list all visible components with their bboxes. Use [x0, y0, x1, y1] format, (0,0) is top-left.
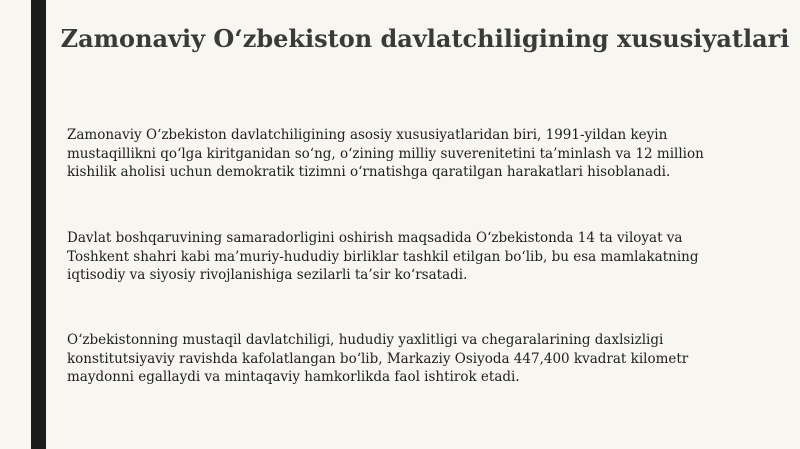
paragraph-1-line-3: kishilik aholisi uchun demokratik tizimni o‘rnatishga qaratilgan harakatlari hisoblanadi.: [67, 164, 671, 180]
paragraph-3: [67, 331, 757, 387]
paragraph-2: [67, 229, 757, 285]
paragraph-2-line-3: iqtisodiy va siyosiy rivojlanishiga sezilarli ta’sir ko‘rsatadi.: [67, 267, 468, 283]
paragraph-3-line-3: maydonni egallaydi va mintaqaviy hamkorlikda faol ishtirok etadi.: [67, 369, 520, 385]
paragraph-1-line-1: Zamonaviy O‘zbekiston davlatchiligining asosiy xususiyatlaridan biri, 1991-yildan keyin: [67, 127, 668, 143]
paragraph-2-line-1: Davlat boshqaruvining samaradorligini oshirish maqsadida O‘zbekistonda 14 ta viloyat va: [67, 230, 683, 246]
paragraph-1-line-2: mustaqillikni qo‘lga kiritganidan so‘ng, o‘zining milliy suverenitetini ta’minlash va 12 million: [67, 145, 704, 162]
slide-title: Zamonaviy O‘zbekiston davlatchiligining xususiyatlari: [60, 24, 790, 53]
paragraph-2-line-2: Toshkent shahri kabi ma’muriy-hududiy birliklar tashkil etilgan bo‘lib, bu esa mamlakatning: [67, 248, 699, 265]
paragraph-3-line-2: konstitutsiyaviy ravishda kafolatlangan bo‘lib, Markaziy Osiyoda 447,400 kvadrat kilometr: [67, 350, 689, 367]
paragraph-3-line-1: O‘zbekistonning mustaqil davlatchiligi, hududiy yaxlitligi va chegaralarining daxlsizligi: [67, 332, 664, 348]
paragraph-1: [67, 126, 757, 182]
left-accent-bar: [31, 0, 46, 449]
